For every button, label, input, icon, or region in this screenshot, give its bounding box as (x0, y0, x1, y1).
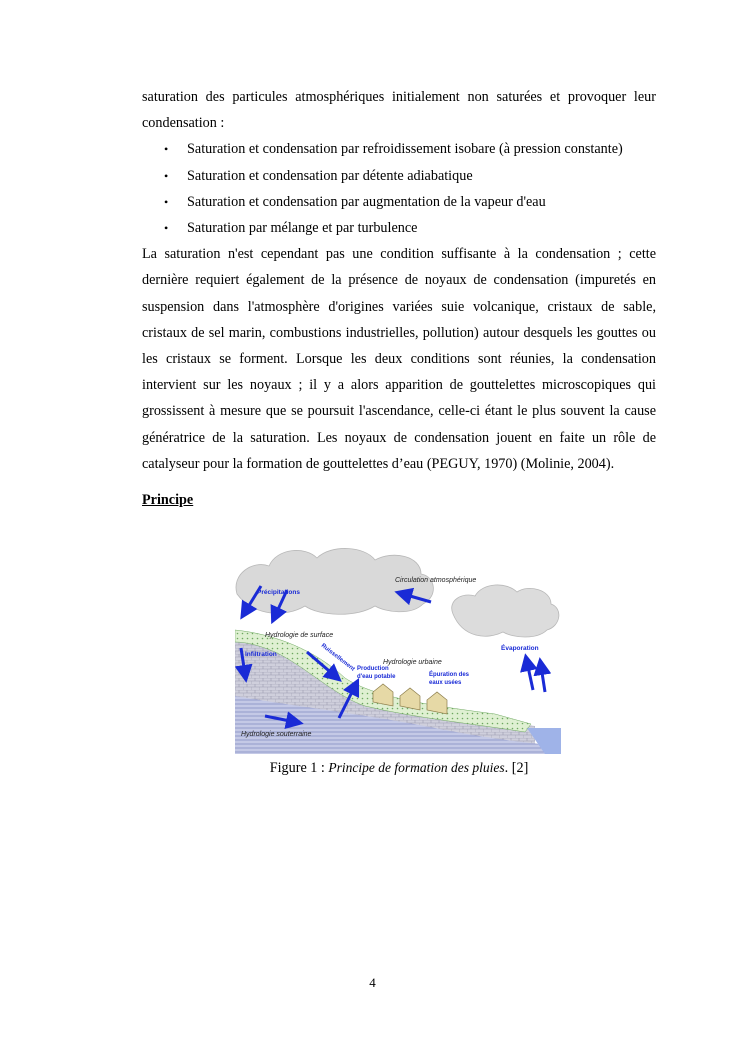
label-evaporation: Évaporation (501, 645, 539, 652)
list-item (142, 215, 656, 241)
label-production-1: Production (357, 666, 389, 672)
list-item (142, 136, 656, 162)
caption-suffix: . [2] (504, 760, 529, 776)
list-item (142, 189, 656, 215)
figure-caption (142, 758, 656, 778)
label-production-2: d'eau potable (357, 674, 396, 680)
label-ruissellement: Ruissellement (319, 642, 356, 673)
bullet-icon: • (164, 221, 169, 236)
bullet-list (142, 136, 656, 241)
label-hydrologie-urbaine: Hydrologie urbaine (383, 659, 442, 666)
page-number: 4 (369, 975, 376, 990)
bullet-text: Saturation par mélange et par turbulence (187, 220, 418, 237)
bullet-icon: • (164, 168, 169, 183)
label-epuration-2: eaux usées (429, 680, 462, 686)
arrow-evaporation-1 (527, 662, 533, 690)
intro-paragraph: saturation des particules atmosphériques initialement non saturées et provoquer leur condensation : (142, 89, 656, 132)
cloud-right (452, 585, 559, 637)
label-hydrologie-surface: Hydrologie de surface (265, 632, 334, 639)
bullet-icon: • (164, 142, 169, 157)
bullet-icon: • (164, 194, 169, 209)
main-paragraph: La saturation n'est cependant pas une condition suffisante à la condensation ; cette dernière requiert également de la présence de noyaux de condensation (impuretés en suspension dans l'atmosphère d'origines variées suie volcanique, cristaux de sable, cristaux de sel marin, combustions industrielles, pollution) autour desquels les gouttes ou les cristaux se forment. Lorsque les deux conditions sont réunies, la condensation intervient sur les noyaux ; il y a alors apparition de gouttelettes microscopiques qui grossissent à mesure que se poursuit l'ascendance, celle-ci étant le plus souvent la cause génératrice de la saturation. Les noyaux de condensation jouent en faite un rôle de catalyseur pour la formation de gouttelettes d’eau (PEGUY, 1970) (Molinie, 2004). (142, 246, 656, 472)
water-cycle-diagram (235, 546, 561, 754)
label-circulation: Circulation atmosphérique (395, 577, 477, 584)
caption-prefix: Figure 1 : (269, 760, 329, 776)
section-title: Principe (142, 492, 194, 509)
label-precipitations: Précipitations (257, 589, 300, 596)
label-infiltration: Infiltration (245, 651, 277, 658)
label-hydrologie-souterraine: Hydrologie souterraine (241, 731, 312, 738)
document-page (142, 84, 656, 776)
bullet-text: Saturation et condensation par augmentation de la vapeur d'eau (187, 193, 546, 210)
bullet-text: Saturation et condensation par refroidissement isobare (à pression constante) (187, 141, 623, 158)
arrow-evaporation-2 (541, 666, 545, 692)
bullet-text: Saturation et condensation par détente adiabatique (187, 167, 473, 184)
label-epuration-1: Épuration des (429, 672, 470, 678)
caption-title: Principe de formation des pluies (328, 760, 505, 775)
list-item (142, 163, 656, 189)
